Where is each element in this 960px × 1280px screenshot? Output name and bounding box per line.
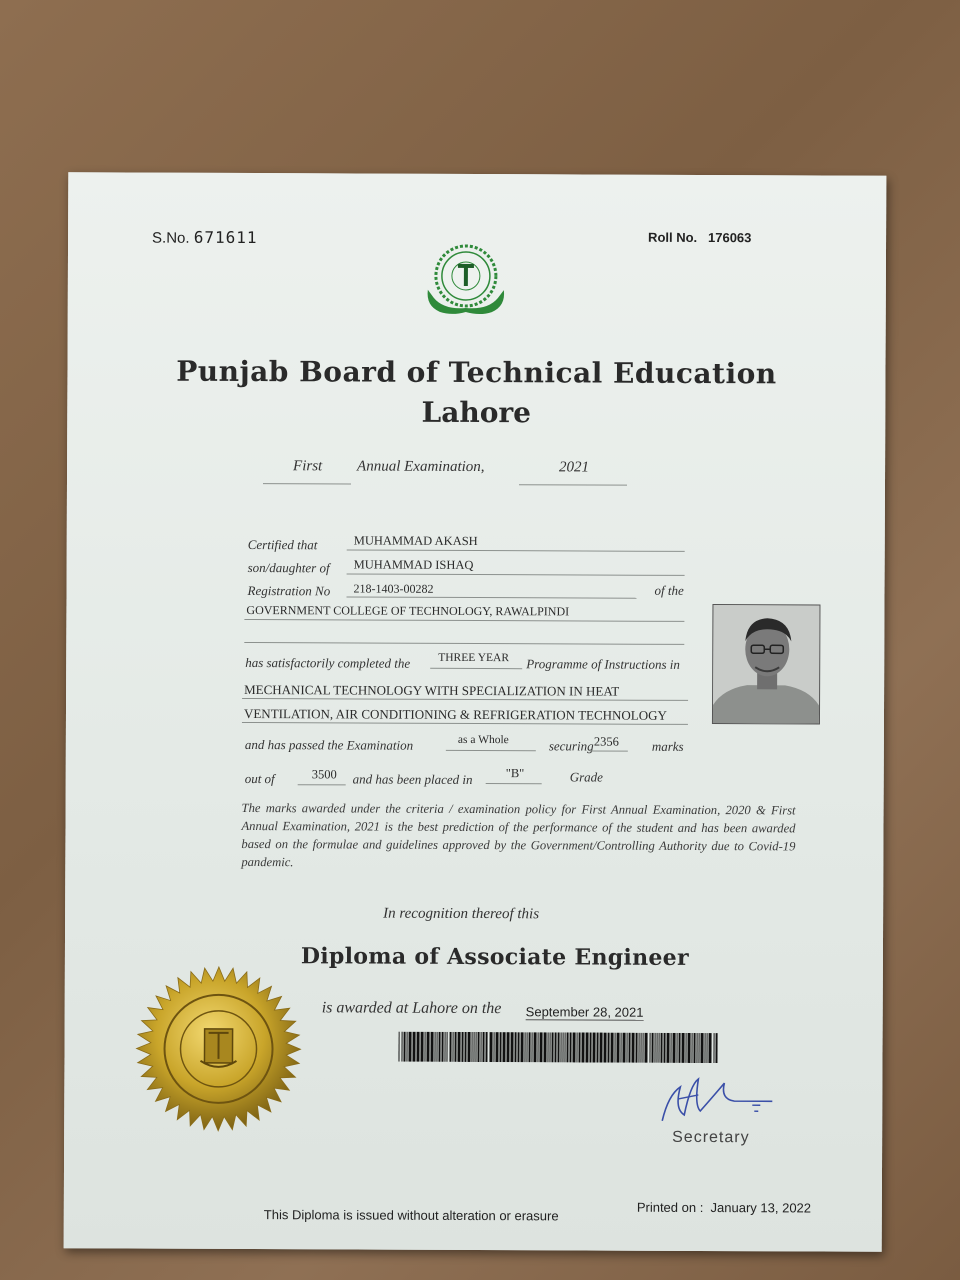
- technology-line-1: MECHANICAL TECHNOLOGY WITH SPECIALIZATION IN HEAT: [244, 681, 620, 699]
- parent-name: MUHAMMAD ISHAQ: [353, 557, 474, 572]
- printed-date: January 13, 2022: [710, 1200, 812, 1216]
- policy-note: The marks awarded under the criteria / examination policy for First Annual Examination, 2020 & First Annual Examination, 2021 is the best prediction of the performance of the student and has been awarded based on the formulae and guidelines approved by the Government/Controlling Authority due to Covid-19 pandemic.: [241, 800, 796, 870]
- registration-label: Registration No: [247, 583, 331, 599]
- technology-line-2: VENTILATION, AIR CONDITIONING & REFRIGERATION TECHNOLOGY: [243, 705, 667, 723]
- grade-label: Grade: [569, 769, 603, 785]
- grade-value: "B": [505, 766, 525, 781]
- securing-label: securing: [548, 738, 594, 754]
- exam-term-underline: [263, 483, 351, 484]
- student-photo: [712, 604, 821, 724]
- marks-underline: [590, 751, 628, 752]
- passed-label: and has passed the Examination: [244, 736, 414, 753]
- diploma-title: Diploma of Associate Engineer: [300, 943, 689, 971]
- of-the-label: of the: [654, 582, 684, 598]
- gold-seal-icon: [134, 965, 303, 1134]
- student-name: MUHAMMAD AKASH: [353, 533, 478, 549]
- printed-label: Printed on :: [636, 1199, 704, 1216]
- scope-underline: [446, 750, 536, 751]
- programme-duration: THREE YEAR: [438, 651, 510, 665]
- grade-underline: [486, 783, 542, 784]
- recognition-text: In recognition thereof this: [383, 905, 540, 923]
- blank-underline: [244, 642, 684, 645]
- exam-term: First: [293, 458, 323, 475]
- college-underline: [244, 619, 684, 622]
- parent-underline: [347, 573, 685, 575]
- footer-note: This Diploma is issued without alteration or erasure: [263, 1207, 559, 1224]
- college-name: GOVERNMENT COLLEGE OF TECHNOLOGY, RAWALPINDI: [246, 603, 570, 619]
- parent-label: son/daughter of: [247, 560, 330, 576]
- secretary-label: Secretary: [672, 1128, 750, 1147]
- signature-icon: [654, 1065, 784, 1136]
- programme-label: Programme of Instructions in: [526, 656, 680, 672]
- printed-on: [637, 1200, 811, 1216]
- roll-number: [648, 230, 751, 245]
- awarded-label: is awarded at Lahore on the: [321, 999, 502, 1018]
- out-of-label: out of: [244, 770, 275, 787]
- awarded-date: September 28, 2021: [525, 1004, 644, 1020]
- total-marks: 3500: [311, 767, 337, 782]
- placed-label: and has been placed in: [352, 771, 473, 787]
- roll-label: Roll No.: [648, 229, 698, 245]
- exam-year: 2021: [559, 459, 590, 476]
- duration-underline: [430, 668, 522, 669]
- roll-value: 176063: [707, 230, 752, 246]
- exam-scope: as a Whole: [457, 733, 509, 747]
- certified-label: Certified that: [247, 537, 318, 553]
- serial-label: S.No.: [152, 229, 190, 247]
- completed-label: has satisfactorily completed the: [245, 654, 411, 671]
- marks-label: marks: [651, 738, 684, 754]
- registration-underline: [346, 596, 636, 598]
- diploma-certificate: [64, 172, 887, 1252]
- board-city: Lahore: [421, 395, 532, 430]
- name-underline: [347, 549, 685, 551]
- technology-underline-1: [242, 698, 688, 701]
- exam-year-underline: [519, 484, 627, 485]
- barcode-icon: [398, 1032, 718, 1063]
- board-logo-icon: [418, 242, 514, 318]
- serial-number: [152, 228, 258, 247]
- serial-value: 671611: [193, 227, 258, 248]
- registration-number: 218-1403-00282: [353, 581, 434, 596]
- total-underline: [298, 784, 346, 785]
- exam-label: Annual Examination,: [357, 458, 485, 476]
- student-photo-icon: [713, 605, 820, 723]
- marks-obtained: 2356: [593, 734, 619, 749]
- board-name: Punjab Board of Technical Education: [176, 354, 777, 391]
